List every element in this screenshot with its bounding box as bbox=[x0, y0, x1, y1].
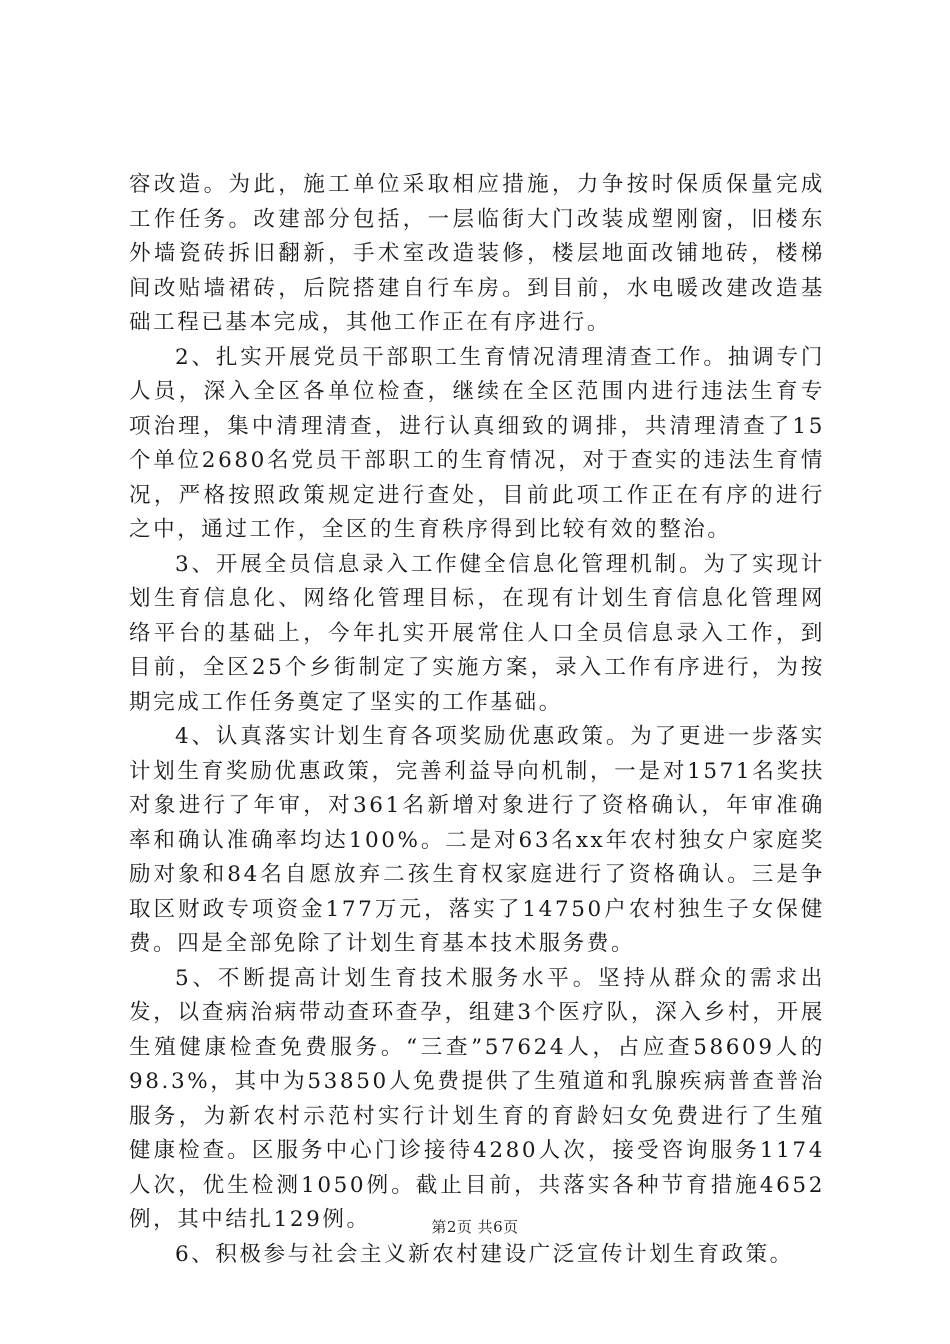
paragraph-item-2: 2、扎实开展党员干部职工生育情况清理清查工作。抽调专门人员，深入全区各单位检查，继续在全区范围内进行违法生育专项治理，集中清理清查，进行认真细致的调排，共清理清查了15个单位2680名党员干部职工的生育情况，对于查实的违法生育情况，严格按照政策规定进行查处，目前此项工作正在有序的进行之中，通过工作，全区的生育秩序得到比较有效的整治。 bbox=[129, 344, 825, 542]
page-number-footer: 第2页 共6页 bbox=[431, 1218, 519, 1236]
document-body bbox=[129, 168, 825, 1272]
paragraph-item-6: 6、积极参与社会主义新农村建设广泛宣传计划生育政策。 bbox=[175, 1241, 794, 1267]
paragraph-continuation: 容改造。为此，施工单位采取相应措施，力争按时保质保量完成工作任务。改建部分包括，一层临街大门改装成塑刚窗，旧楼东外墙瓷砖拆旧翻新，手术室改造装修，楼层地面改铺地砖，楼梯间改贴墙裙砖，后院搭建自行车房。到目前，水电暖改建改造基础工程已基本完成，其他工作正在有序进行。 bbox=[129, 172, 825, 335]
paragraph-item-4: 4、认真落实计划生育各项奖励优惠政策。为了更进一步落实计划生育奖励优惠政策，完善利益导向机制，一是对1571名奖扶对象进行了年审，对361名新增对象进行了资格确认，年审准确率和确认准确率均达100%。二是对63名xx年农村独女户家庭奖励对象和84名自愿放弃二孩生育权家庭进行了资格确认。三是争取区财政专项资金177万元，落实了14750户农村独生子女保健费。四是全部免除了计划生育基本技术服务费。 bbox=[129, 724, 825, 956]
paragraph-item-5: 5、不断提高计划生育技术服务水平。坚持从群众的需求出发，以查病治病带动查环查孕，组建3个医疗队，深入乡村，开展生殖健康检查免费服务。“三查”57624人，占应查58609人的98.3%，其中为53850人免费提供了生殖道和乳腺疾病普查普治服务，为新农村示范村实行计划生育的育龄妇女免费进行了生殖健康检查。区服务中心门诊接待4280人次，接受咨询服务1174人次，优生检测1050例。截止目前，共落实各种节育措施4652例，其中结扎129例。 bbox=[129, 965, 825, 1232]
paragraph-item-3: 3、开展全员信息录入工作健全信息化管理机制。为了实现计划生育信息化、网络化管理目标，在现有计划生育信息化管理网络平台的基础上，今年扎实开展常住人口全员信息录入工作，到目前，全区25个乡街制定了实施方案，录入工作有序进行，为按期完成工作任务奠定了坚实的工作基础。 bbox=[129, 551, 825, 715]
